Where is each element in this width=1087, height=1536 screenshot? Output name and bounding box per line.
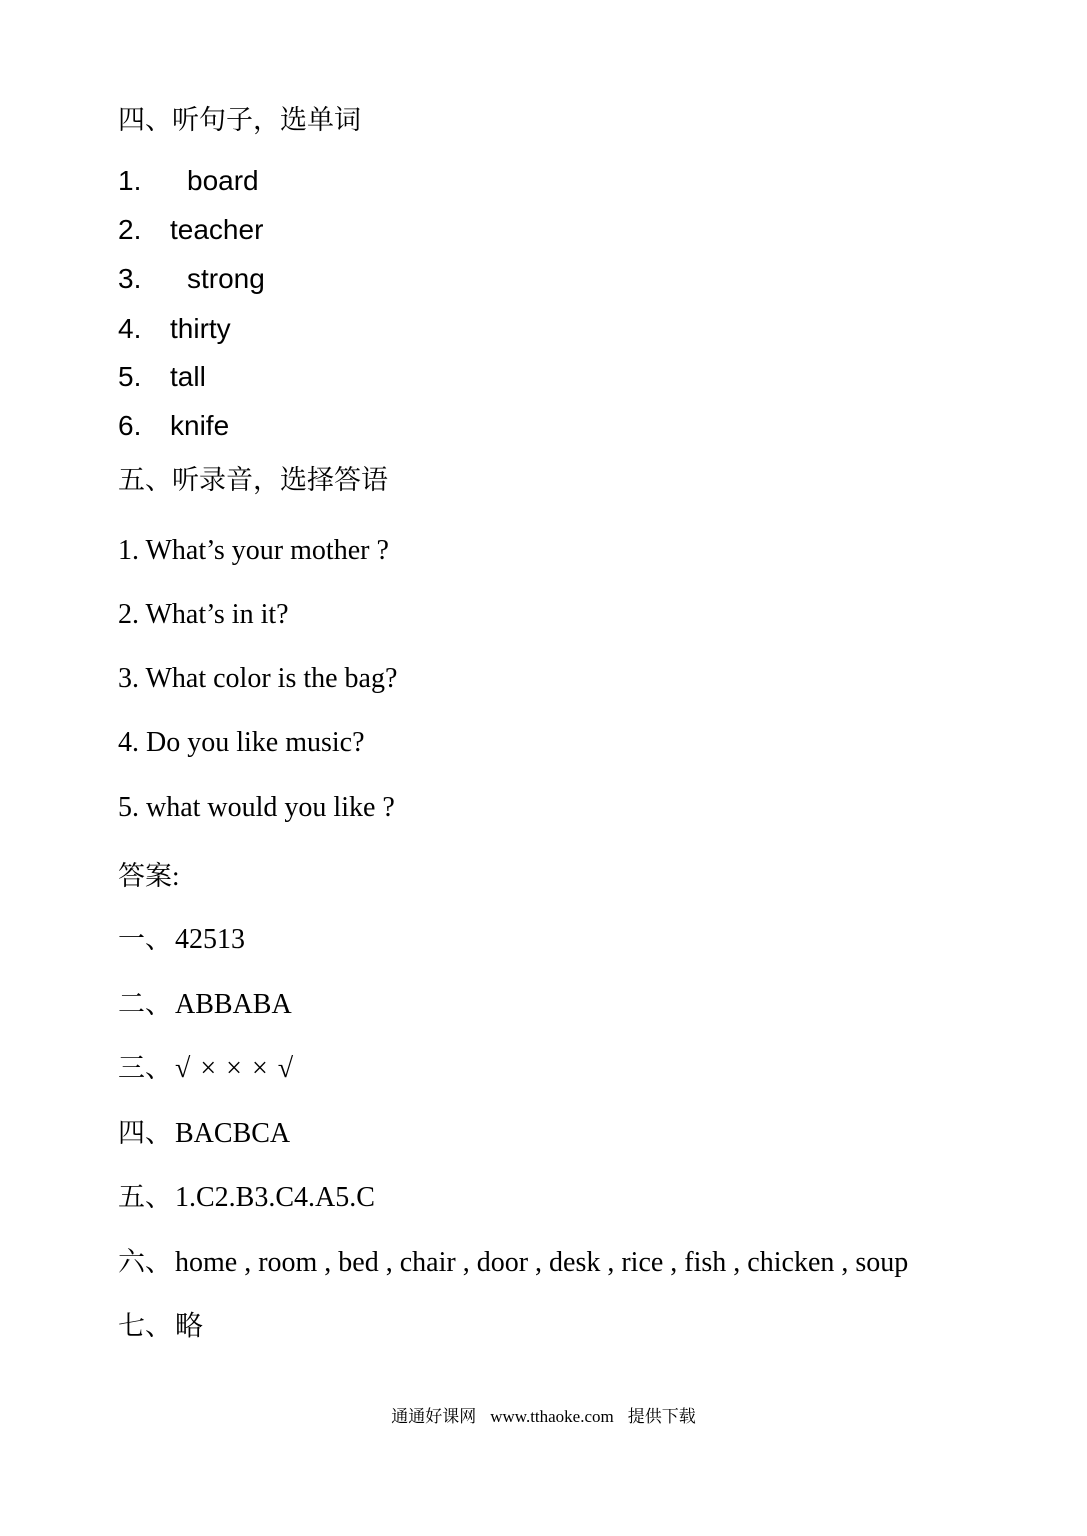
footer-download-note: 提供下载 (627, 1407, 696, 1426)
answer-value: 42513 (175, 924, 245, 955)
word-option: thirty (170, 313, 231, 344)
answer-label: 一、 (118, 924, 172, 954)
word-option: teacher (170, 214, 264, 245)
answer-row (118, 924, 245, 956)
section-four-heading: 四、听句子，选单词 (118, 105, 361, 135)
answer-label: 五、 (118, 1182, 172, 1212)
listening-question: 4. Do you like music? (118, 727, 365, 758)
answer-value: 1.C2.B3.C4.A5.C (175, 1182, 375, 1213)
answer-value: home , room , bed , chair , door , desk , rice , fish , chicken , soup (175, 1247, 909, 1278)
answer-label: 三、 (118, 1053, 172, 1083)
word-option-item (118, 214, 263, 246)
word-option: knife (170, 410, 230, 441)
answer-row (118, 989, 292, 1021)
answer-row (118, 1053, 303, 1085)
item-number: 5. (118, 361, 142, 392)
word-option-item (118, 165, 259, 197)
word-option: tall (170, 361, 206, 392)
section-five-heading: 五、听录音，选择答语 (118, 465, 388, 495)
listening-question: 5. what would you like ? (118, 792, 395, 823)
answer-label: 六、 (118, 1247, 172, 1277)
answer-value: 略 (175, 1311, 204, 1342)
item-number: 3. (118, 263, 142, 294)
answer-row (118, 1118, 290, 1150)
answer-value: BACBCA (175, 1118, 291, 1149)
listening-question: 2. What’s in it? (118, 599, 289, 630)
word-option-item (118, 313, 231, 345)
word-option-item (118, 410, 229, 442)
item-number: 1. (118, 165, 142, 196)
answer-row (118, 1311, 203, 1343)
listening-question: 1. What’s your mother ? (118, 535, 389, 566)
word-option-item (118, 361, 206, 393)
listening-question: 3. What color is the bag? (118, 663, 398, 694)
word-option: strong (187, 263, 265, 294)
answer-row (118, 1182, 375, 1214)
answer-row (118, 1247, 908, 1279)
answer-label: 四、 (118, 1118, 172, 1148)
item-number: 6. (118, 410, 142, 441)
answer-value: ABBABA (175, 989, 292, 1020)
footer-url: www.tthaoke.com (490, 1407, 614, 1426)
answer-label: 二、 (118, 989, 172, 1019)
word-option: board (187, 165, 259, 196)
answer-value: √×××√ (175, 1053, 304, 1084)
footer-site-name: 通通好课网 (391, 1407, 477, 1426)
item-number: 2. (118, 214, 142, 245)
answer-label: 七、 (118, 1311, 172, 1341)
page-footer (0, 1402, 1087, 1427)
answers-heading: 答案: (118, 861, 180, 891)
word-option-item (118, 263, 265, 295)
item-number: 4. (118, 313, 142, 344)
